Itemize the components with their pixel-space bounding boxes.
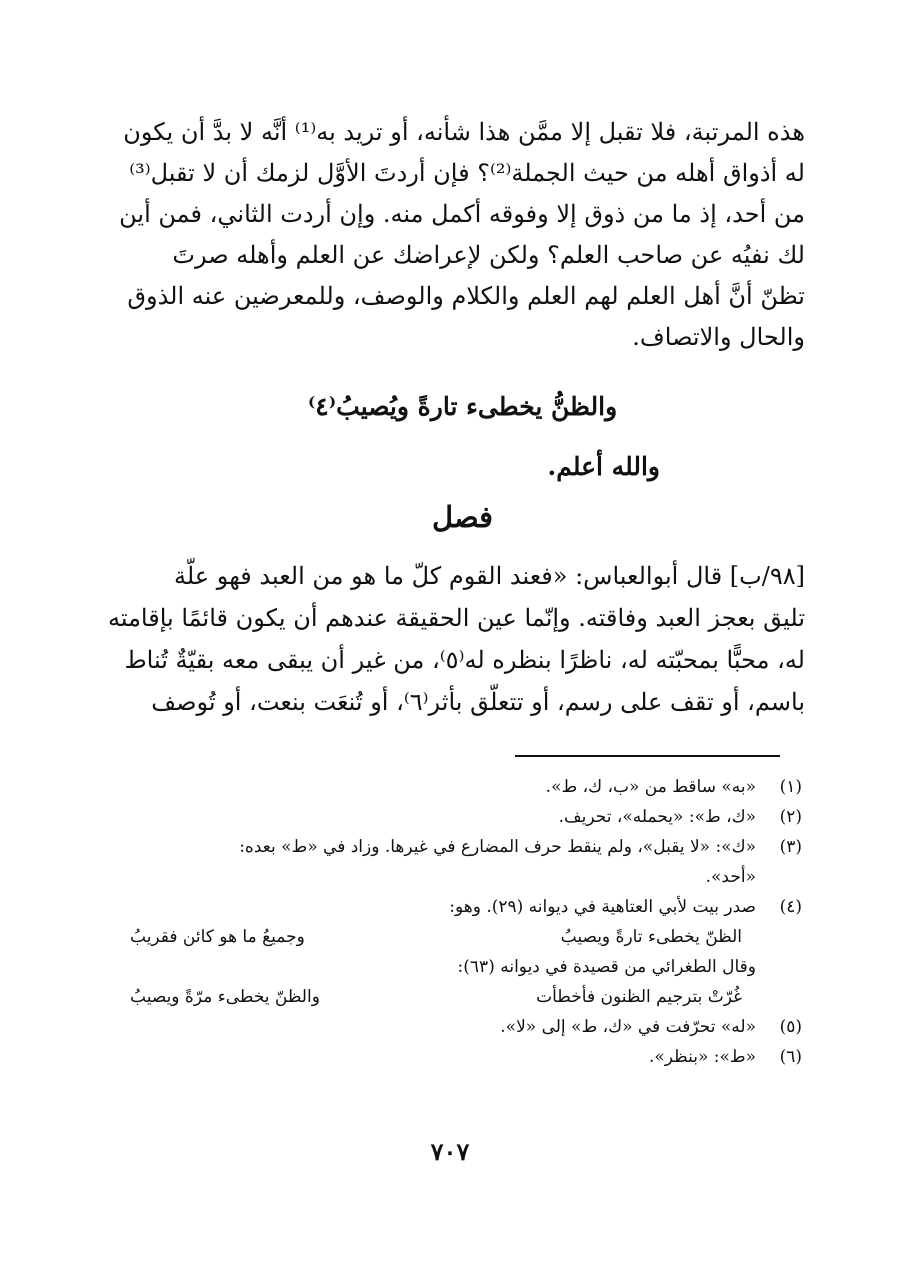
text-line: باسم، أو تقف على رسم، أو تتعلّق بأثر⁽٦⁾، أو تُنعَت بنعت، أو تُوصف bbox=[151, 688, 805, 716]
footnote-number: (٢) bbox=[779, 807, 802, 827]
text-line: تظنّ أنَّ أهل العلم لهم العلم والكلام والوصف، وللمعرضين عنه الذوق bbox=[127, 282, 805, 310]
footnote-item bbox=[120, 1042, 802, 1072]
paragraph-main bbox=[120, 112, 805, 358]
text-line: له، محبًّا بمحبّته له، ناظرًا بنظره له⁽٥⁾، من غير أن يبقى معه بقيّةٌ تُناط bbox=[124, 646, 805, 674]
footnote-item bbox=[120, 832, 802, 862]
closing-phrase: والله أعلم. bbox=[547, 452, 660, 481]
footnote-item bbox=[120, 892, 802, 922]
section-heading: فصل bbox=[432, 500, 493, 534]
poem-hemistich: وجميعُ ما هو كائن فقريبُ bbox=[130, 927, 305, 947]
poem-hemistich: الظنّ يخطىء تارةً ويصيبُ bbox=[560, 927, 742, 947]
footnote-text: «له» تحرّفت في «ك، ط» إلى «لا». bbox=[500, 1017, 756, 1037]
footnote-text: صدر بيت لأبي العتاهية في ديوانه (٢٩). وهو: bbox=[449, 897, 756, 917]
text-line: [٩٨/ب] قال أبوالعباس: «فعند القوم كلّ ما هو من العبد فهو علّة bbox=[174, 562, 805, 590]
poem-hemistich: والظنّ يخطىء مرّةً ويصيبُ bbox=[130, 987, 320, 1007]
footnote-divider bbox=[515, 755, 780, 757]
poem-verse bbox=[120, 922, 802, 952]
footnote-number: (٣) bbox=[779, 837, 802, 857]
footnote-text: «ك»: «لا يقبل»، ولم ينقط حرف المضارع في غيرها. وزاد في «ط» بعده: bbox=[239, 837, 756, 857]
poem-verse bbox=[120, 982, 802, 1012]
text-line: والحال والاتصاف. bbox=[632, 323, 805, 351]
footnote-item bbox=[120, 772, 802, 802]
text-line: له أذواق أهله من حيث الجملة⁽²⁾؟ فإن أردتَ الأوَّل لزمك أن لا تقبل⁽³⁾ bbox=[129, 159, 805, 187]
footnote-text: «به» ساقط من «ب، ك، ط». bbox=[545, 777, 756, 797]
text-line: هذه المرتبة، فلا تقبل إلا ممَّن هذا شأنه، أو تريد به⁽¹⁾ أنَّه لا بدَّ أن يكون bbox=[123, 118, 805, 146]
footnote-number: (٥) bbox=[779, 1017, 802, 1037]
text-line: تليق بعجز العبد وفاقته. وإنّما عين الحقيقة عندهم أن يكون قائمًا بإقامته bbox=[107, 604, 805, 632]
text-line: لك نفيُه عن صاحب العلم؟ ولكن لإعراضك عن العلم وأهله صرتَ bbox=[172, 241, 805, 269]
footnote-text: «ك، ط»: «يحمله»، تحريف. bbox=[558, 807, 756, 827]
footnotes bbox=[120, 772, 802, 1072]
footnote-continuation: «أحد». bbox=[705, 867, 756, 887]
footnote-number: (١) bbox=[779, 777, 802, 797]
text-line: من أحد، إذ ما من ذوق إلا وفوقه أكمل منه. وإن أردت الثاني، فمن أين bbox=[119, 200, 805, 228]
page-number: ٧٠٧ bbox=[430, 1137, 470, 1166]
paragraph-second bbox=[107, 555, 805, 723]
poem-hemistich: غُرّتْ بترجيم الظنون فأخطأت bbox=[536, 987, 742, 1007]
footnote-number: (٦) bbox=[779, 1047, 802, 1067]
footnote-number: (٤) bbox=[779, 897, 802, 917]
footnote-text: «ط»: «بنظر». bbox=[648, 1047, 756, 1067]
footnote-item bbox=[120, 802, 802, 832]
footnote-item bbox=[120, 1012, 802, 1042]
verse-line: والظنُّ يخطىء تارةً ويُصيبُ⁽٤⁾ bbox=[307, 392, 618, 421]
poem-intro: وقال الطغرائي من قصيدة في ديوانه (٦٣): bbox=[457, 957, 756, 977]
